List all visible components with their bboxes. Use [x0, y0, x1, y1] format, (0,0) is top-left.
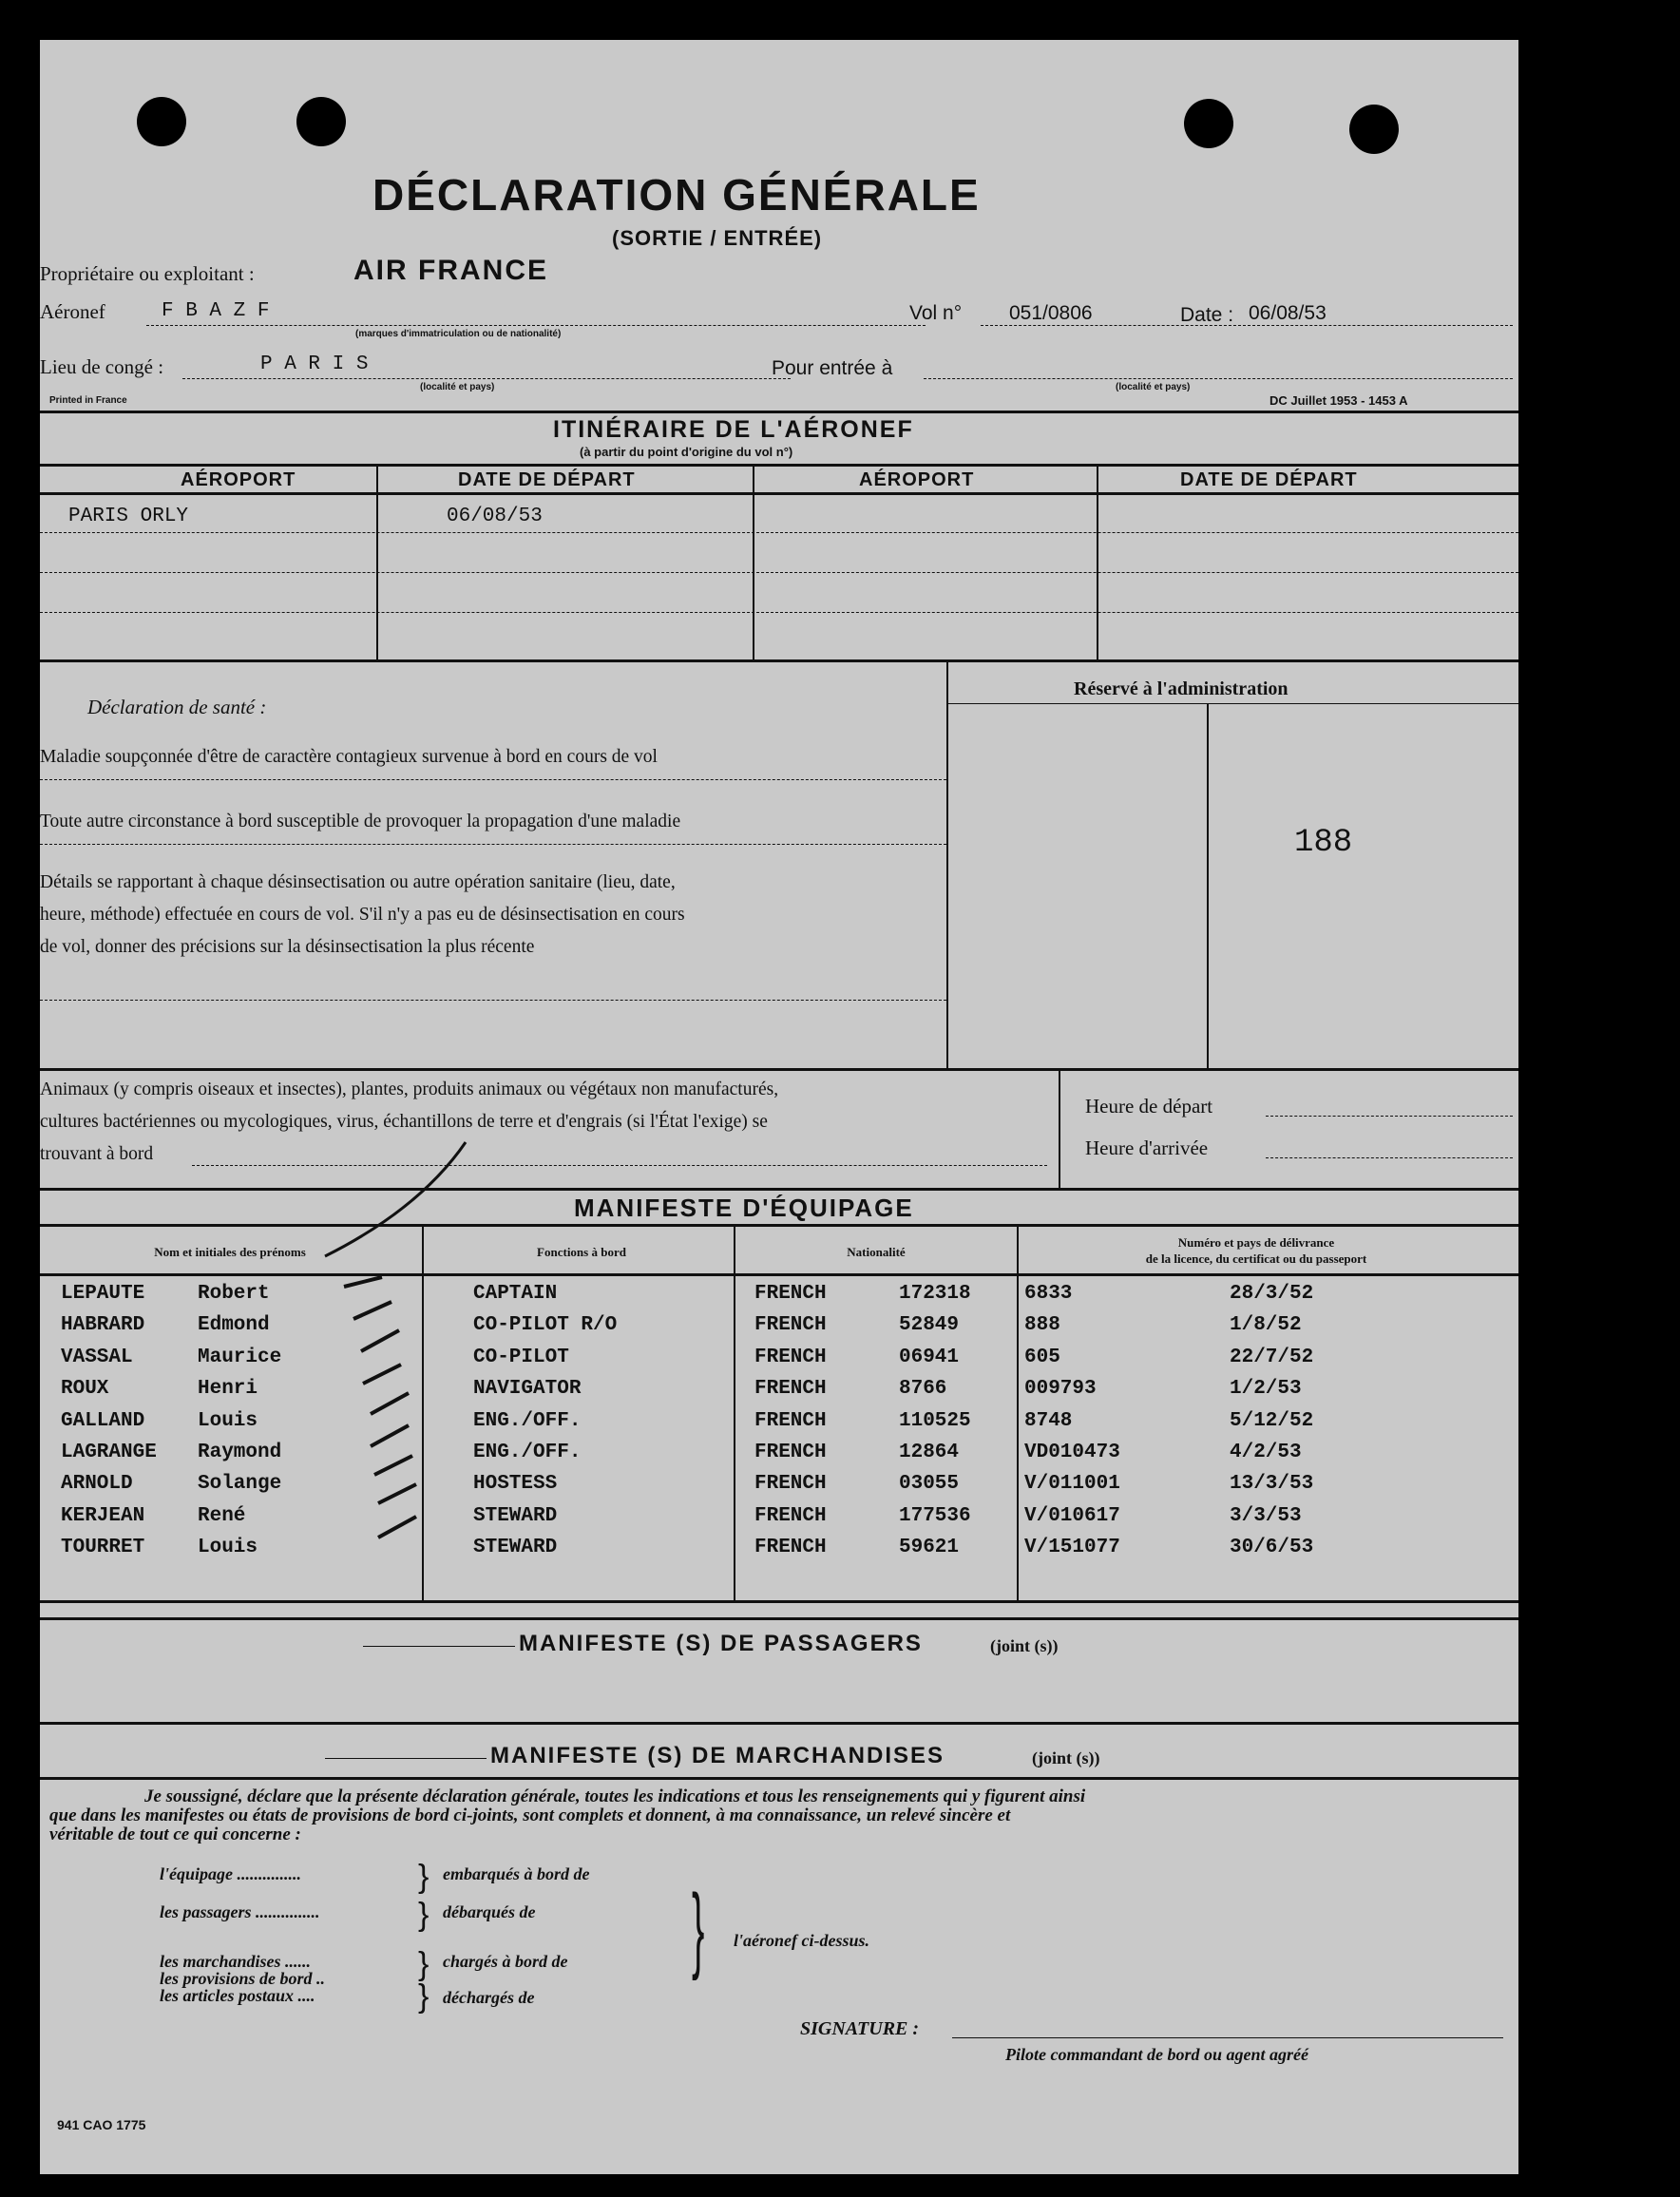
health-line-3c: de vol, donner des précisions sur la désinsectisation la plus récente: [40, 937, 535, 957]
crew-function: ENG./OFF.: [473, 1442, 582, 1463]
animals-line-1: Animaux (y compris oiseaux et insectes), plantes, produits animaux ou végétaux non manufacturés,: [40, 1079, 779, 1099]
declaration-provisions: les provisions de bord ..: [160, 1969, 326, 1988]
declaration-disembarked: débarqués de: [443, 1902, 536, 1921]
date-label: Date :: [1180, 304, 1234, 326]
crew-date: 3/3/53: [1230, 1504, 1302, 1527]
declaration-form: [40, 40, 1518, 2174]
owner-label: Propriétaire ou exploitant :: [40, 262, 255, 285]
passengers-title: MANIFESTE (S) DE PASSAGERS: [519, 1631, 923, 1656]
passengers-joint: (joint (s)): [990, 1636, 1059, 1655]
declaration-loaded: chargés à bord de: [443, 1952, 568, 1971]
crew-function: CO-PILOT R/O: [473, 1314, 618, 1337]
entry-note: (localité et pays): [1116, 382, 1191, 392]
declaration-embarked: embarqués à bord de: [443, 1864, 590, 1883]
admin-number: 188: [1294, 825, 1353, 861]
crew-nationality: FRENCH: [754, 1442, 827, 1463]
health-title: Déclaration de santé :: [87, 696, 267, 718]
declaration-line-2: que dans les manifestes ou états de provisions de bord ci-joints, sont complets et donnent, à ma connaissance, un relevé sincère et: [49, 1805, 1011, 1825]
pen-stroke: [325, 1142, 466, 1256]
date-value: 06/08/53: [1249, 302, 1327, 324]
crew-col-name: Nom et initiales des prénoms: [154, 1245, 306, 1259]
crew-surname: ROUX: [61, 1378, 109, 1401]
tick-mark: [374, 1456, 412, 1475]
crew-licence: V/010617: [1024, 1504, 1120, 1527]
crew-first: Maurice: [198, 1346, 282, 1368]
health-line-1: Maladie soupçonnée d'être de caractère contagieux survenue à bord en cours de vol: [40, 747, 658, 767]
itinerary-title: ITINÉRAIRE DE L'AÉRONEF: [553, 416, 914, 443]
check-marks: [40, 40, 1518, 2174]
crew-surname: TOURRET: [61, 1537, 145, 1559]
crew-date: 28/3/52: [1230, 1283, 1314, 1305]
crew-first: Edmond: [198, 1314, 270, 1337]
crew-nationality: FRENCH: [754, 1504, 827, 1527]
crew-first: Raymond: [198, 1442, 282, 1463]
itinerary-subtitle: (à partir du point d'origine du vol n°): [580, 445, 793, 459]
crew-id: 110525: [899, 1409, 971, 1432]
crew-licence: V/151077: [1024, 1537, 1120, 1559]
crew-first: Solange: [198, 1473, 282, 1496]
itinerary-row-airport: PARIS ORLY: [68, 506, 189, 527]
crew-nationality: FRENCH: [754, 1409, 827, 1432]
brace-icon: }: [418, 1946, 430, 1982]
crew-nationality: FRENCH: [754, 1473, 827, 1496]
crew-first: Louis: [198, 1537, 258, 1559]
aircraft-note: (marques d'immatriculation ou de nationalité): [355, 329, 562, 339]
big-brace-icon: }: [692, 1875, 705, 1981]
crew-id: 177536: [899, 1504, 971, 1527]
crew-nationality: FRENCH: [754, 1346, 827, 1368]
itinerary-col-airport-2: AÉROPORT: [859, 469, 975, 490]
crew-col-licence-2: de la licence, du certificat ou du passeport: [1145, 1251, 1367, 1266]
tick-mark: [378, 1484, 416, 1503]
crew-licence: 6833: [1024, 1283, 1073, 1305]
crew-date: 4/2/53: [1230, 1442, 1302, 1463]
crew-first: Louis: [198, 1409, 258, 1432]
departure-note: (localité et pays): [420, 382, 495, 392]
itinerary-col-date-1: DATE DE DÉPART: [458, 469, 636, 490]
footer-code: 941 CAO 1775: [57, 2117, 146, 2132]
crew-surname: HABRARD: [61, 1314, 145, 1337]
declaration-passengers: les passagers ...............: [160, 1902, 320, 1921]
owner-value: AIR FRANCE: [353, 255, 548, 286]
crew-date: 1/2/53: [1230, 1378, 1302, 1401]
crew-function: NAVIGATOR: [473, 1378, 582, 1401]
crew-first: René: [198, 1504, 246, 1527]
crew-col-nationality: Nationalité: [847, 1245, 906, 1259]
cargo-joint: (joint (s)): [1032, 1748, 1100, 1767]
form-subtitle: (SORTIE / ENTRÉE): [612, 226, 823, 250]
crew-function: CAPTAIN: [473, 1283, 558, 1305]
declaration-crew: l'équipage ...............: [160, 1864, 301, 1883]
crew-id: 52849: [899, 1314, 960, 1337]
tick-mark: [363, 1365, 401, 1384]
crew-function: CO-PILOT: [473, 1346, 569, 1368]
admin-title: Réservé à l'administration: [1074, 678, 1289, 699]
crew-id: 172318: [899, 1283, 971, 1305]
animals-line-2: cultures bactériennes ou mycologiques, virus, échantillons de terre et d'engrais (si l'État l'exige) se: [40, 1112, 768, 1132]
form-title: DÉCLARATION GÉNÉRALE: [372, 170, 981, 220]
crew-licence: 888: [1024, 1314, 1060, 1337]
declaration-unloaded: déchargés de: [443, 1988, 535, 2007]
declaration-postal: les articles postaux ....: [160, 1986, 315, 2005]
crew-id: 06941: [899, 1346, 960, 1368]
arrival-time-label: Heure d'arrivée: [1085, 1137, 1209, 1159]
crew-nationality: FRENCH: [754, 1283, 827, 1305]
tick-mark: [361, 1330, 399, 1351]
tick-mark: [344, 1277, 382, 1287]
brace-icon: }: [418, 1859, 430, 1895]
aircraft-value: F B A Z F: [162, 300, 270, 322]
crew-licence: 605: [1024, 1346, 1060, 1368]
crew-id: 03055: [899, 1473, 960, 1496]
flight-value: 051/0806: [1009, 302, 1093, 324]
crew-title: MANIFESTE D'ÉQUIPAGE: [574, 1194, 914, 1222]
brace-icon: }: [418, 1897, 430, 1933]
crew-function: HOSTESS: [473, 1473, 558, 1496]
crew-nationality: FRENCH: [754, 1378, 827, 1401]
entry-label: Pour entrée à: [772, 357, 893, 379]
crew-surname: KERJEAN: [61, 1504, 145, 1527]
declaration-line-1: Je soussigné, déclare que la présente déclaration générale, toutes les indications et tous les renseignements qui y figurent ainsi: [144, 1786, 1086, 1806]
brace-icon: }: [418, 1978, 430, 2015]
departure-time-label: Heure de départ: [1085, 1095, 1213, 1118]
signature-label: SIGNATURE :: [800, 2018, 920, 2039]
crew-nationality: FRENCH: [754, 1537, 827, 1559]
crew-date: 5/12/52: [1230, 1409, 1314, 1432]
declaration-goods: les marchandises ......: [160, 1952, 312, 1971]
crew-date: 13/3/53: [1230, 1473, 1314, 1496]
crew-first: Henri: [198, 1378, 258, 1401]
flight-label: Vol n°: [909, 302, 963, 324]
crew-surname: VASSAL: [61, 1346, 133, 1368]
crew-function: STEWARD: [473, 1537, 558, 1559]
tick-mark: [371, 1425, 409, 1446]
departure-label: Lieu de congé :: [40, 355, 164, 378]
signer-label: Pilote commandant de bord ou agent agréé: [1005, 2045, 1308, 2064]
crew-surname: LEPAUTE: [61, 1283, 145, 1305]
tick-mark: [353, 1302, 391, 1319]
crew-licence: VD010473: [1024, 1442, 1120, 1463]
crew-id: 12864: [899, 1442, 960, 1463]
declaration-aircraft: l'aéronef ci-dessus.: [734, 1931, 869, 1950]
cargo-title: MANIFESTE (S) DE MARCHANDISES: [490, 1743, 945, 1768]
crew-licence: 8748: [1024, 1409, 1073, 1432]
crew-function: STEWARD: [473, 1504, 558, 1527]
tick-mark: [378, 1517, 416, 1538]
crew-id: 8766: [899, 1378, 947, 1401]
crew-surname: GALLAND: [61, 1409, 145, 1432]
form-code: DC Juillet 1953 - 1453 A: [1270, 393, 1408, 408]
crew-licence: 009793: [1024, 1378, 1097, 1401]
animals-line-3: trouvant à bord: [40, 1144, 154, 1164]
health-line-2: Toute autre circonstance à bord susceptible de provoquer la propagation d'une maladie: [40, 812, 681, 831]
crew-surname: LAGRANGE: [61, 1442, 157, 1463]
crew-first: Robert: [198, 1283, 270, 1305]
declaration-line-3: véritable de tout ce qui concerne :: [49, 1824, 301, 1844]
crew-date: 30/6/53: [1230, 1537, 1314, 1559]
crew-date: 22/7/52: [1230, 1346, 1314, 1368]
health-line-3a: Détails se rapportant à chaque désinsectisation ou autre opération sanitaire (lieu, date,: [40, 872, 676, 892]
printed-note: Printed in France: [49, 395, 127, 406]
crew-function: ENG./OFF.: [473, 1409, 582, 1432]
itinerary-col-airport-1: AÉROPORT: [181, 469, 296, 490]
health-line-3b: heure, méthode) effectuée en cours de vol. S'il n'y a pas eu de désinsectisation en cours: [40, 905, 685, 925]
crew-licence: V/011001: [1024, 1473, 1120, 1496]
crew-date: 1/8/52: [1230, 1314, 1302, 1337]
crew-nationality: FRENCH: [754, 1314, 827, 1337]
tick-mark: [371, 1393, 409, 1414]
departure-value: P A R I S: [260, 353, 369, 375]
itinerary-col-date-2: DATE DE DÉPART: [1180, 469, 1358, 490]
itinerary-row-date: 06/08/53: [447, 506, 543, 527]
crew-id: 59621: [899, 1537, 960, 1559]
crew-col-licence-1: Numéro et pays de délivrance: [1177, 1235, 1335, 1250]
crew-surname: ARNOLD: [61, 1473, 133, 1496]
crew-col-function: Fonctions à bord: [537, 1245, 626, 1259]
aircraft-label: Aéronef: [40, 300, 105, 323]
